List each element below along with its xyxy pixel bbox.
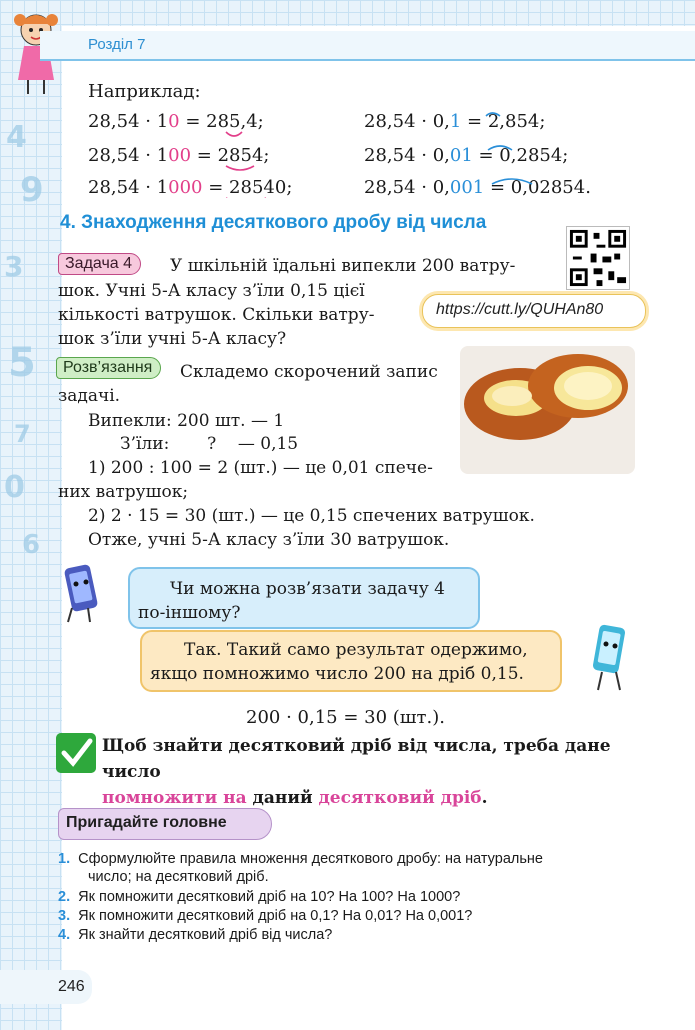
task-line-4: шок з’їли учні 5-А класу?: [58, 329, 287, 349]
qr-code-icon[interactable]: [566, 226, 630, 290]
example-right-1: 28,54 · 0,1 = 2,854;: [364, 111, 546, 132]
buns-photo: [460, 346, 635, 474]
checkmark-icon: [56, 733, 96, 773]
comma-shift-arrows-right: [480, 108, 550, 202]
recall-question-3: 3. Як помножити десятковий дріб на 0,1? На 0,01? На 0,001?: [58, 908, 473, 924]
example-left-1: 28,54 · 10 = 285,4;: [88, 111, 264, 132]
question-line-1: Чи можна розв’язати задачу 4: [170, 579, 445, 599]
answer-line-2: якщо помножимо число 200 на дріб 0,15.: [150, 664, 524, 684]
rule-text: Щоб знайти десятковий дріб від числа, треба дане число помножити на даний десятковий дріб.: [102, 736, 611, 808]
margin-digit: 5: [8, 340, 36, 386]
recall-question-2: 2. Як помножити десятковий дріб на 10? На 100? На 1000?: [58, 889, 461, 905]
solution-line-6: них ватрушок;: [58, 482, 189, 502]
formula: 200 · 0,15 = 30 (шт.).: [246, 707, 445, 728]
solution-line-4: З’їли: ? — 0,15: [120, 434, 299, 454]
example-left-3: 28,54 · 1000 = 28540;: [88, 177, 293, 198]
recall-question-1: 1. Сформулюйте правила множення десяткового дробу: на натуральне число; на десятковий дріб.: [58, 851, 543, 885]
margin-digit: 3: [4, 250, 24, 283]
margin-digit: 0: [4, 470, 25, 505]
example-left-2: 28,54 · 100 = 2854;: [88, 145, 270, 166]
solution-line-3: Випекли: 200 шт. — 1: [88, 411, 285, 431]
margin-digit: 6: [22, 530, 41, 560]
solution-line-8: Отже, учні 5-А класу з’їли 30 ватрушок.: [88, 530, 450, 550]
margin-digit: 4: [6, 120, 27, 155]
task-line-3: кількості ватрушок. Скільки ватру-: [58, 305, 375, 325]
recall-question-4: 4. Як знайти десятковий дріб від числа?: [58, 927, 333, 943]
section-heading: 4. Знаходження десяткового дробу від числа: [60, 212, 487, 233]
solution-line-5: 1) 200 : 100 = 2 (шт.) — це 0,01 спече-: [88, 458, 433, 478]
task-line-1: У шкільній їдальні випекли 200 ватру-: [170, 256, 516, 276]
url-link[interactable]: https://cutt.ly/QUHAn80: [436, 301, 604, 318]
task-line-2: шок. Учні 5-А класу з’їли 0,15 цієї: [58, 281, 365, 301]
page-number: 246: [58, 978, 85, 995]
phone-character-icon: [58, 562, 108, 626]
comma-shift-arrows-left: [220, 118, 280, 198]
phone-character-icon: [584, 622, 634, 694]
task-tag: Задача 4: [58, 253, 141, 275]
margin-digit: 9: [20, 170, 44, 210]
recall-title: Пригадайте головне: [66, 814, 227, 831]
section-label: Розділ 7: [88, 36, 146, 53]
question-line-2: по-іншому?: [138, 603, 241, 623]
example-right-3: 28,54 · 0,001 = 0,02854.: [364, 177, 591, 198]
solution-line-2: задачі.: [58, 386, 121, 406]
top-grid-band: [0, 0, 695, 26]
margin-digit: 7: [14, 420, 31, 448]
solution-line-1: Складемо скорочений запис: [180, 362, 438, 382]
solution-tag: Розв’язання: [56, 357, 161, 379]
example-intro: Наприклад:: [88, 81, 201, 102]
example-right-2: 28,54 · 0,01 = 0,2854;: [364, 145, 569, 166]
answer-line-1: Так. Такий само результат одержимо,: [184, 640, 528, 660]
solution-line-7: 2) 2 · 15 = 30 (шт.) — це 0,15 спечених ватрушок.: [88, 506, 535, 526]
